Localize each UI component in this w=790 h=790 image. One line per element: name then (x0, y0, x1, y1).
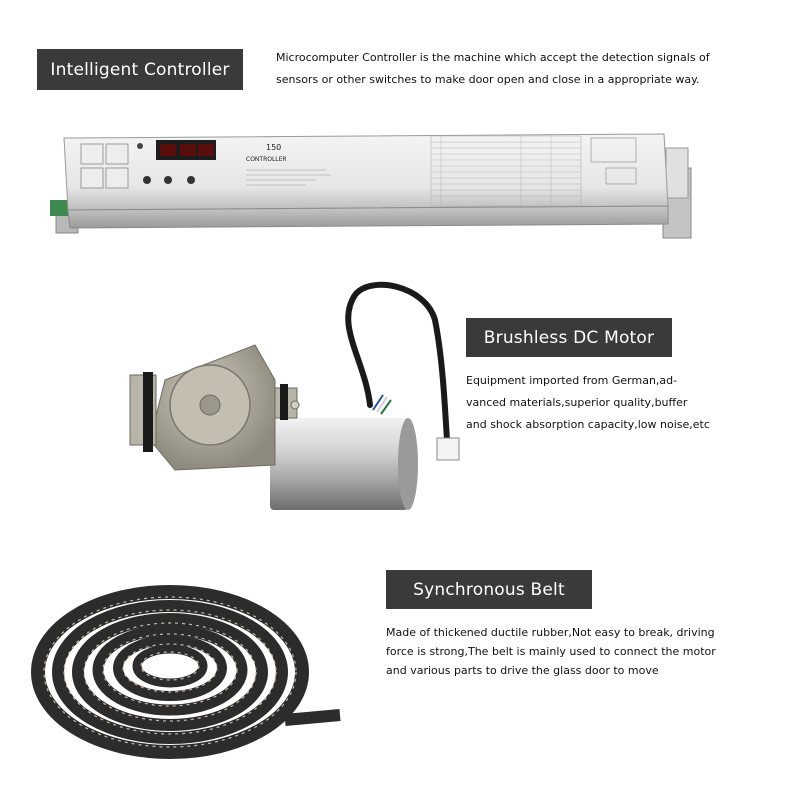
belt-desc-line-1: Made of thickened ductile rubber,Not easy to break, driving (386, 626, 715, 639)
motor-desc-line-3: and shock absorption capacity,low noise,etc (466, 418, 710, 431)
motor-image (125, 280, 485, 520)
controller-desc-line-2: sensors or other switches to make door open and close in a appropriate way. (276, 73, 700, 86)
controller-name-text: CONTROLLER (246, 156, 287, 163)
controller-title: Intelligent Controller (37, 49, 243, 90)
belt-description (386, 623, 716, 680)
belt-title: Synchronous Belt (386, 570, 592, 609)
motor-desc-line-1: Equipment imported from German,ad- (466, 374, 678, 387)
controller-desc-line-1: Microcomputer Controller is the machine which accept the detection signals of (276, 51, 710, 64)
belt-desc-line-3: and various parts to drive the glass door to move (386, 664, 659, 677)
controller-model-text: 150 (266, 143, 282, 152)
controller-description (276, 47, 710, 91)
motor-description (466, 370, 710, 436)
motor-desc-line-2: vanced materials,superior quality,buffer (466, 396, 688, 409)
belt-desc-line-2: force is strong,The belt is mainly used to connect the motor (386, 645, 716, 658)
controller-device-image (46, 128, 696, 243)
motor-title: Brushless DC Motor (466, 318, 672, 357)
belt-image (30, 580, 345, 765)
